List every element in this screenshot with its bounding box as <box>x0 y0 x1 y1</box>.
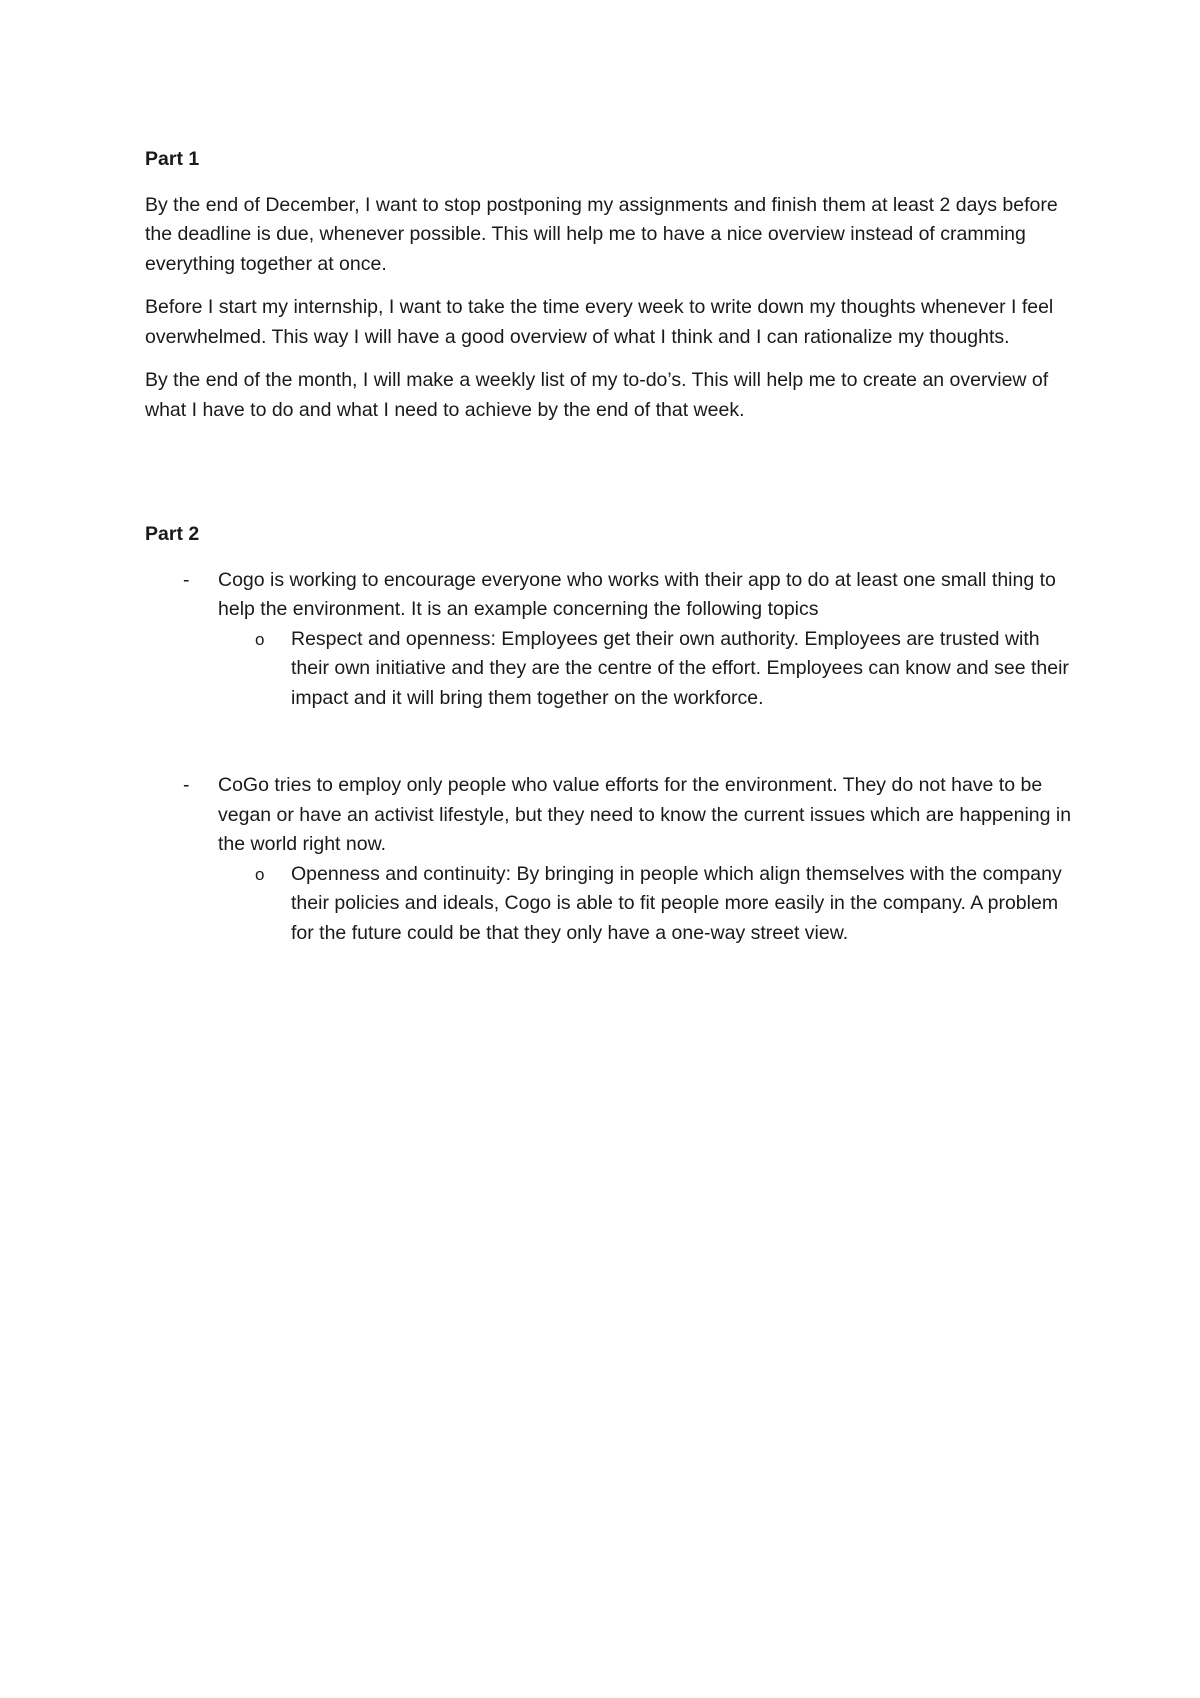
part1-paragraph-3: By the end of the month, I will make a weekly list of my to-do’s. This will help me to create an overview of what I have to do and what I need to achieve by the end of that week. <box>145 369 1049 421</box>
list-item <box>145 771 1075 860</box>
circle-bullet: o <box>255 629 265 649</box>
part1-paragraph-1: By the end of December, I want to stop postponing my assignments and finish them at least 2 days before the deadline is due, whenever possible. This will help me to have a nice overview instead of cramming everything together at once. <box>145 193 1058 275</box>
part2-heading: Part 2 <box>145 523 200 545</box>
list-item-text: CoGo tries to employ only people who value efforts for the environment. They do not have to be vegan or have an activist lifestyle, but they need to know the current issues which are happening in the world right now. <box>218 774 1072 855</box>
sub-list-item <box>145 860 1075 949</box>
sub-list-item-text: Openness and continuity: By bringing in people which align themselves with the company their policies and ideals, Cogo is able to fit people more easily in the company. A problem for the future could be that they only have a one-way street view. <box>291 862 1062 944</box>
dash-bullet: - <box>183 568 190 591</box>
circle-bullet: o <box>255 864 265 884</box>
part1-heading: Part 1 <box>145 148 200 170</box>
part1-paragraph-2: Before I start my internship, I want to take the time every week to write down my thoughts whenever I feel overwhelmed. This way I will have a good overview of what I think and I can rationalize my thoughts. <box>145 296 1054 348</box>
part1-section <box>145 145 1075 439</box>
part2-section <box>145 520 1075 948</box>
dash-bullet: - <box>183 774 190 796</box>
sub-list-item <box>145 625 1075 714</box>
spacer <box>145 713 1075 771</box>
sub-list-item-text: Respect and openness: Employees get their own authority. Employees are trusted with their own initiative and they are the centre of the effort. Employees can know and see their impact and it will bring them together on the workforce. <box>291 627 1069 709</box>
list-item-text: Cogo is working to encourage everyone who works with their app to do at least one small thing to help the environment. It is an example concerning the following topics <box>218 568 1056 620</box>
list-item <box>145 566 1075 625</box>
